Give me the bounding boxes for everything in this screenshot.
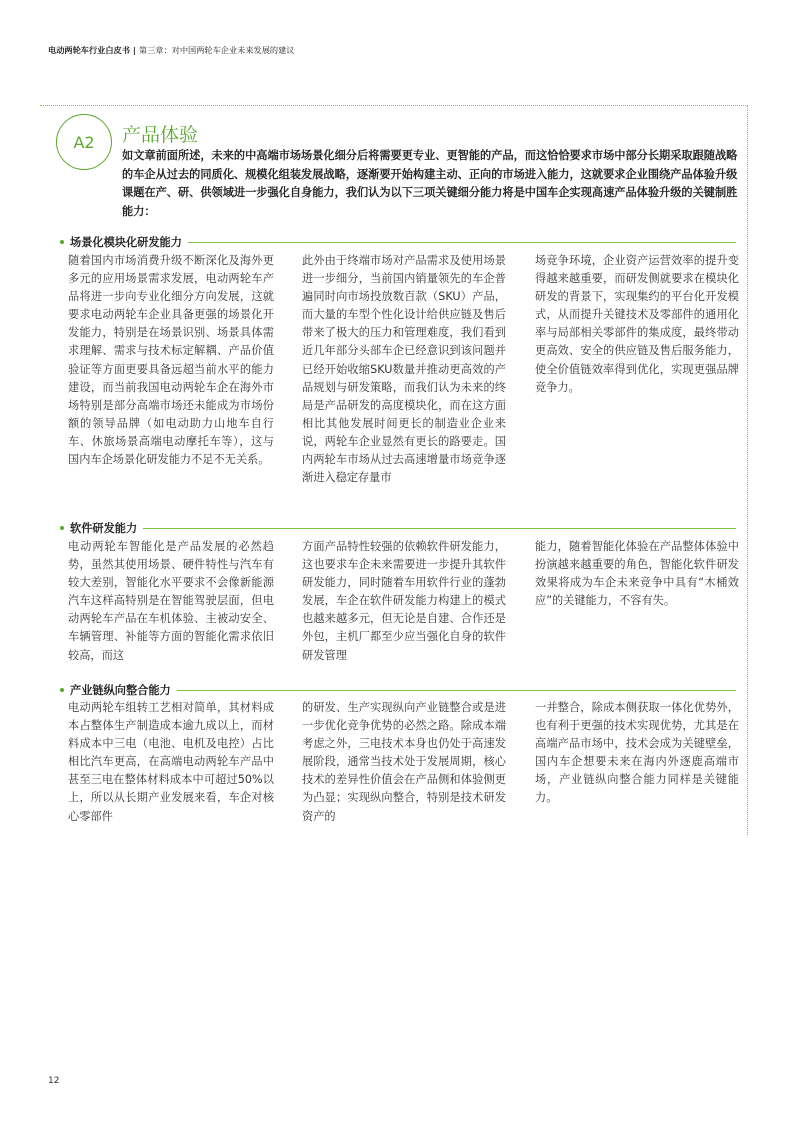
chapter-title: 第三章：对中国两轮车企业未来发展的建议 [138,45,295,55]
section-badge [56,114,112,170]
bullet-dot-icon [60,240,64,244]
block3-column2: 的研发、生产实现纵向产业链整合或是进一步优化竞争优势的必然之路。除成本端考虑之外，三电技术本身也仍处于高速发展阶段，通常当技术处于发展周期，核心技术的差异性价值会在产品侧和体验侧更为凸显；实现纵向整合，特别是技术研发资产的 [302,701,506,823]
block3-column3: 一并整合，除成本侧获取一体化优势外，也有利于更强的技术实现优势，尤其是在高端产品市场中，技术会成为关键壁垒，国内车企想要未来在海内外逐鹿高端市场，产业链纵向整合能力同样是关键能力。 [535,701,739,805]
subheading-rule [177,690,736,691]
subheading-scenario-modular-rd [60,234,736,250]
block2-column3: 能力，随着智能化体验在产品整体体验中扮演越来越重要的角色，智能化软件研发效果将成为车企未来竞争中具有“木桶效应”的关键能力，不容有失。 [535,540,739,608]
page-header [48,45,294,56]
section-title: 产品体验 [122,124,199,146]
block2-column1: 电动两轮车智能化是产品发展的必然趋势，虽然其使用场景、硬件特性与汽车有较大差别，智能化水平要求不会像新能源汽车这样高特别是在智能驾驶层面，但电动两轮车产品在车机体验、主被动安全、车辆管理、补能等方面的智能化需求依旧较高，而这 [68,540,274,662]
bullet-dot-icon [60,526,64,530]
bullet-dot-icon [60,688,64,692]
block1-column2: 此外由于终端市场对产品需求及使用场景进一步细分，当前国内销量领先的车企普遍同时向市场投放数百款（SKU）产品，而大量的车型个性化设计给供应链及售后带来了极大的压力和管理难度，我们看到近几年部分头部车企已经意识到该问题并已经开始收缩SKU数量并推动更高效的产品规划与研发策略，而我们认为未来的终局是产品研发的高度模块化，而在这方面相比其他发展时间更长的制造业企业来说，两轮车企业显然有更长的路要走。国内两轮车市场从过去高速增量市场竞争逐渐进入稳定存量市 [302,254,506,485]
block2-column2: 方面产品特性较强的依赖软件研发能力，这也要求车企未来需要进一步提升其软件研发能力，同时随着车用软件行业的蓬勃发展，车企在软件研发能力构建上的模式也越来越多元，但无论是自建、合作还是外包，主机厂都至少应当强化自身的软件研发管理 [302,540,506,662]
block1-column3: 场竞争环境，企业资产运营效率的提升变得越来越重要，而研发侧就要求在模块化研发的背景下，实现集约的平台化开发模式，从而提升关键技术及零部件的通用化率与局部相关零部件的集成度，最终带动更高效、安全的供应链及售后服务能力，使全价值链效率得到优化，实现更强品牌竞争力。 [535,254,739,394]
block1-column1: 随着国内市场消费升级不断深化及海外更多元的应用场景需求发展，电动两轮车产品将进一步向专业化细分方向发展，这就要求电动两轮车企业具备更强的场景化开发能力，特别是在场景识别、场景具体需求理解、需求与技术标定解耦、产品价值验证等方面更要具备远超当前水平的能力建设，而当前我国电动两轮车企在海外市场特别是部分高端市场还未能成为市场份额的领导品牌（如电动助力山地车自行车、休旅场景高端电动摩托车等），这与国内车企场景化研发能力不足不无关系。 [68,254,274,467]
section-badge-label: A2 [73,132,95,152]
section-intro: 如文章前面所述，未来的中高端市场场景化细分后将需要更专业、更智能的产品，而这恰恰要求市场中部分长期采取跟随战略的车企从过去的同质化、规模化组装发展战略，逐渐要开始构建主动、正向的市场进入能力，这就要求企业围绕产品体验升级课题在产、研、供领域进一步强化自身能力，我们认为以下三项关键细分能力将是中国车企实现高速产品体验升级的关键制胜能力： [122,149,738,218]
subheading-label: 软件研发能力 [70,522,138,535]
subheading-label: 场景化模块化研发能力 [70,236,182,249]
subheading-rule [188,242,736,243]
document-title: 电动两轮车行业白皮书 [48,45,130,55]
page-number: 12 [48,1076,60,1086]
subheading-vertical-integration [60,682,736,698]
block3-column1: 电动两轮车组转工艺相对简单，其材料成本占整体生产制造成本逾九成以上，而材料成本中三电（电池、电机及电控）占比相比汽车更高，在高端电动两轮车产品中甚至三电在整体材料成本中可超过50%以上，所以从长期产业发展来看，车企对核心零部件 [68,701,274,823]
subheading-rule [143,528,736,529]
subheading-label: 产业链纵向整合能力 [70,684,171,697]
subheading-software-rd [60,520,736,536]
header-separator: | [132,45,136,55]
